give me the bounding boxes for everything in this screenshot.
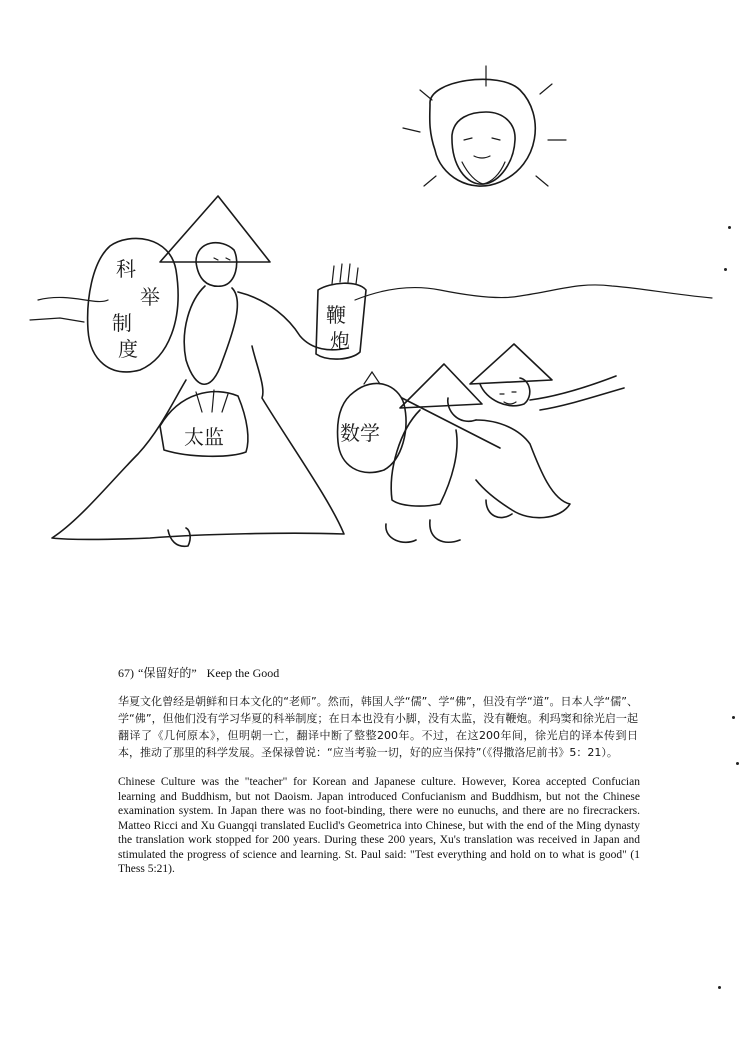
firecracker-char-2: 炮	[330, 329, 350, 353]
bag-left-char-3: 制	[112, 311, 132, 335]
scan-speck	[718, 986, 721, 989]
eunuch-fan	[160, 390, 248, 456]
woman-figure	[52, 196, 348, 546]
caption	[118, 664, 279, 681]
fan-label: 太监	[184, 425, 224, 449]
bag-left-char-1: 科	[116, 257, 136, 281]
bag-left-char-4: 度	[118, 337, 138, 361]
bag-left-char-2: 举	[140, 285, 160, 309]
sun-face	[403, 66, 566, 186]
ground-line-left	[30, 318, 84, 322]
math-bag-label: 数学	[340, 421, 380, 445]
caption-title-zh: “保留好的”	[138, 666, 197, 680]
exam-system-bag	[88, 238, 178, 371]
caption-number: 67)	[118, 666, 134, 680]
two-men-figures	[386, 344, 624, 542]
chinese-paragraph: 华夏文化曾经是朝鲜和日本文化的“老师”。然而，韩国人学“儒”、学“佛”，但没有学“道”。日本人学“儒”、学“佛”，但他们没有学习华夏的科举制度；在日本也没有小脚，没有太监，没有鞭炮。利玛窦和徐光启一起翻译了《几何原本》，但明朝一亡，翻译中断了整整200年。不过，在这200年间，徐光启的译本传到日本，推动了那里的科学发展。圣保禄曾说：“应当考验一切，好的应当保持”（《得撒洛尼前书》5：21）。	[118, 695, 638, 759]
english-paragraph: Chinese Culture was the "teacher" for Korean and Japanese culture. However, Korea accepted Confucian learning and Buddhism, but not Daoism. Japan introduced Confucianism and Buddhism, but not the Chinese examination system. In Japan there was no foot-binding, there were no eunuchs, and there are no firecrackers. Matteo Ricci and Xu Guangqi translated Euclid's Geometrica into Chinese, but with the end of the Ming dynasty the translation work stopped for 200 years. During these 200 years, Xu's translation was received in Japan and stimulated the progress of science and learning. St. Paul said: "Test everything and hold on to what is good" (1 Thess 5:21).	[118, 776, 640, 875]
firecracker-char-1: 鞭	[326, 303, 346, 327]
scan-speck	[724, 268, 727, 271]
caption-title-en: Keep the Good	[206, 666, 280, 680]
scan-speck	[728, 226, 731, 229]
scan-speck	[736, 762, 739, 765]
firecracker-box	[316, 264, 366, 359]
scan-speck	[732, 716, 735, 719]
